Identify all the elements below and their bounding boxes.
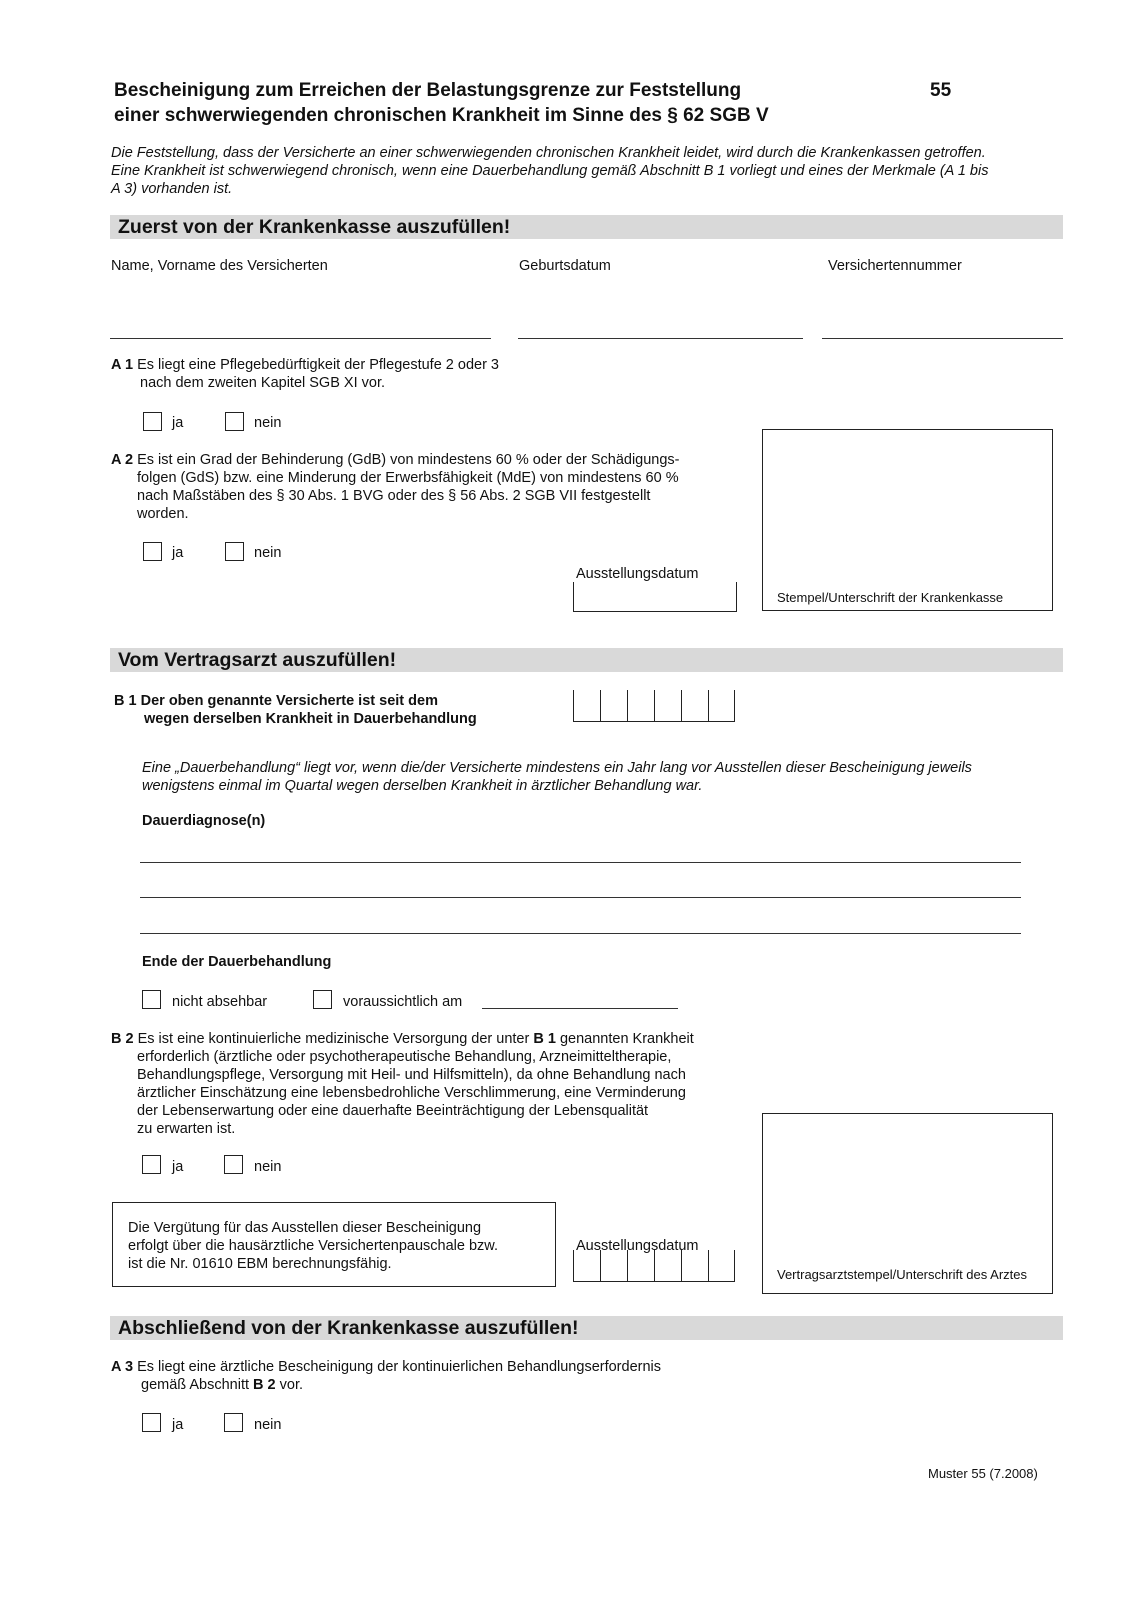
date-digit-box[interactable] <box>654 690 681 722</box>
section-heading-vertragsarzt <box>110 648 1063 672</box>
a3-line1: Es liegt eine ärztliche Bescheinigung der kontinuierlichen Behandlungserfordernis <box>137 1359 661 1375</box>
insurance-number-field-line[interactable] <box>822 338 1063 339</box>
fee-line2: erfolgt über die hausärztliche Versichertenpauschale bzw. <box>128 1238 498 1254</box>
section-heading-text: Abschließend von der Krankenkasse auszufüllen! <box>118 1317 579 1339</box>
a1-no-checkbox[interactable] <box>225 412 244 431</box>
a3-no-label: nein <box>254 1417 282 1433</box>
intro-text <box>111 144 988 198</box>
a3-text <box>111 1358 661 1394</box>
b2-text <box>111 1030 694 1138</box>
intro-line1: Die Feststellung, dass der Versicherte an einer schwerwiegenden chronischen Krankheit leidet, wird durch die Krankenkassen getroffen. <box>111 145 986 161</box>
b2-line1b: B 1 <box>533 1031 556 1047</box>
issue-date-label-1: Ausstellungsdatum <box>576 566 699 582</box>
b2-yes-checkbox[interactable] <box>142 1155 161 1174</box>
b2-line3: Behandlungspflege, Versorgung mit Heil- und Hilfsmitteln), da ohne Behandlung nach <box>137 1067 686 1083</box>
label-birthdate: Geburtsdatum <box>519 258 611 274</box>
diagnosis-line-1[interactable] <box>140 862 1021 863</box>
fee-line3: ist die Nr. 01610 EBM berechnungsfähig. <box>128 1256 392 1272</box>
end-expected-date-line[interactable] <box>482 1008 678 1009</box>
diagnosis-label: Dauerdiagnose(n) <box>142 813 266 829</box>
date-digit-box[interactable] <box>573 1250 600 1282</box>
form-title-line1: Bescheinigung zum Erreichen der Belastungsgrenze zur Feststellung <box>114 80 742 101</box>
date-digit-box[interactable] <box>600 1250 627 1282</box>
doctor-stamp-box[interactable] <box>762 1113 1053 1294</box>
form-version: Muster 55 (7.2008) <box>928 1466 1038 1481</box>
a2-text <box>111 451 680 523</box>
b2-no-label: nein <box>254 1159 282 1175</box>
fee-info-text <box>128 1219 498 1273</box>
form-number: 55 <box>930 80 952 101</box>
a1-no-label: nein <box>254 415 282 431</box>
a3-yes-label: ja <box>172 1417 184 1433</box>
a2-line3: nach Maßstäben des § 30 Abs. 1 BVG oder des § 56 Abs. 2 SGB VII festgestellt <box>137 488 651 504</box>
section-heading-krankenkasse <box>110 215 1063 239</box>
a2-line1: Es ist ein Grad der Behinderung (GdB) von mindestens 60 % oder der Schädigungs- <box>137 452 680 468</box>
b2-code: B 2 <box>111 1031 134 1047</box>
date-digit-box[interactable] <box>627 690 654 722</box>
date-digit-box[interactable] <box>627 1250 654 1282</box>
a1-line2: nach dem zweiten Kapitel SGB XI vor. <box>140 375 386 391</box>
b1-date-field[interactable] <box>573 690 735 722</box>
date-digit-box[interactable] <box>708 690 735 722</box>
end-treatment-label: Ende der Dauerbehandlung <box>142 954 332 970</box>
a2-no-label: nein <box>254 545 282 561</box>
name-field-line[interactable] <box>110 338 491 339</box>
b1-text <box>114 692 477 728</box>
date-digit-box[interactable] <box>573 690 600 722</box>
a1-yes-checkbox[interactable] <box>143 412 162 431</box>
section-heading-text: Zuerst von der Krankenkasse auszufüllen! <box>118 216 511 238</box>
doctor-stamp-label: Vertragsarztstempel/Unterschrift des Arztes <box>777 1267 1027 1282</box>
date-digit-box[interactable] <box>681 1250 708 1282</box>
b2-no-checkbox[interactable] <box>224 1155 243 1174</box>
note-line2: wenigstens einmal im Quartal wegen derselben Krankheit in ärztlicher Behandlung war. <box>142 778 703 794</box>
a2-code: A 2 <box>111 452 134 468</box>
fee-info-box <box>112 1202 556 1287</box>
a1-line1: Es liegt eine Pflegebedürftigkeit der Pflegestufe 2 oder 3 <box>137 357 499 373</box>
a3-line2b: B 2 <box>253 1377 276 1393</box>
b2-line5: der Lebenserwartung oder eine dauerhafte Beeinträchtigung der Lebensqualität <box>137 1103 649 1119</box>
a2-yes-checkbox[interactable] <box>143 542 162 561</box>
b1-code: B 1 <box>114 693 137 709</box>
b2-line1c: genannten Krankheit <box>555 1031 694 1047</box>
b1-line2: wegen derselben Krankheit in Dauerbehandlung <box>144 711 477 727</box>
form-title-line2: einer schwerwiegenden chronischen Krankheit im Sinne des § 62 SGB V <box>114 105 769 126</box>
date-digit-box[interactable] <box>654 1250 681 1282</box>
b2-line4: ärztlicher Einschätzung eine lebensbedrohliche Verschlimmerung, eine Verminderung <box>137 1085 686 1101</box>
label-name: Name, Vorname des Versicherten <box>111 258 328 274</box>
form-title <box>114 78 769 128</box>
end-not-foreseeable-checkbox[interactable] <box>142 990 161 1009</box>
birthdate-field-line[interactable] <box>518 338 803 339</box>
a3-line2a: gemäß Abschnitt <box>141 1377 254 1393</box>
a1-text <box>111 356 499 392</box>
b2-yes-label: ja <box>172 1159 184 1175</box>
fee-line1: Die Vergütung für das Ausstellen dieser Bescheinigung <box>128 1220 482 1236</box>
a1-yes-label: ja <box>172 415 184 431</box>
intro-line2: Eine Krankheit ist schwerwiegend chronisch, wenn eine Dauerbehandlung gemäß Abschnitt B 1 vorliegt und eines der Merkmale (A 1 bis <box>111 163 989 179</box>
a3-no-checkbox[interactable] <box>224 1413 243 1432</box>
label-insurance-number: Versichertennummer <box>828 258 962 274</box>
dauerbehandlung-note <box>142 759 972 795</box>
issue-date-field-1[interactable] <box>573 582 737 612</box>
date-digit-box[interactable] <box>708 1250 735 1282</box>
end-expected-label: voraussichtlich am <box>343 994 463 1010</box>
diagnosis-line-3[interactable] <box>140 933 1021 934</box>
section-heading-final <box>110 1316 1063 1340</box>
a3-code: A 3 <box>111 1359 134 1375</box>
b2-line1a: Es ist eine kontinuierliche medizinische Versorgung der unter <box>137 1031 534 1047</box>
issue-date-label-2: Ausstellungsdatum <box>576 1238 699 1254</box>
a2-line2: folgen (GdS) bzw. eine Minderung der Erwerbsfähigkeit (MdE) von mindestens 60 % <box>137 470 679 486</box>
a3-yes-checkbox[interactable] <box>142 1413 161 1432</box>
end-expected-checkbox[interactable] <box>313 990 332 1009</box>
diagnosis-line-2[interactable] <box>140 897 1021 898</box>
b2-line2: erforderlich (ärztliche oder psychotherapeutische Behandlung, Arzneimitteltherapie, <box>137 1049 672 1065</box>
insurance-stamp-label: Stempel/Unterschrift der Krankenkasse <box>777 590 1004 605</box>
note-line1: Eine „Dauerbehandlung“ liegt vor, wenn die/der Versicherte mindestens ein Jahr lang vor Ausstellen dieser Bescheinigung jeweils <box>142 760 972 776</box>
end-not-foreseeable-label: nicht absehbar <box>172 994 268 1010</box>
issue-date-field-2[interactable] <box>573 1250 735 1282</box>
b2-line6: zu erwarten ist. <box>137 1121 236 1137</box>
date-digit-box[interactable] <box>600 690 627 722</box>
a2-line4: worden. <box>137 506 189 522</box>
intro-line3: A 3) vorhanden ist. <box>111 181 233 197</box>
a2-yes-label: ja <box>172 545 184 561</box>
insurance-stamp-box[interactable] <box>762 429 1053 611</box>
a1-code: A 1 <box>111 357 134 373</box>
a3-line2c: vor. <box>275 1377 304 1393</box>
section-heading-text: Vom Vertragsarzt auszufüllen! <box>118 649 397 671</box>
b1-line1: Der oben genannte Versicherte ist seit dem <box>140 693 438 709</box>
date-digit-box[interactable] <box>681 690 708 722</box>
a2-no-checkbox[interactable] <box>225 542 244 561</box>
